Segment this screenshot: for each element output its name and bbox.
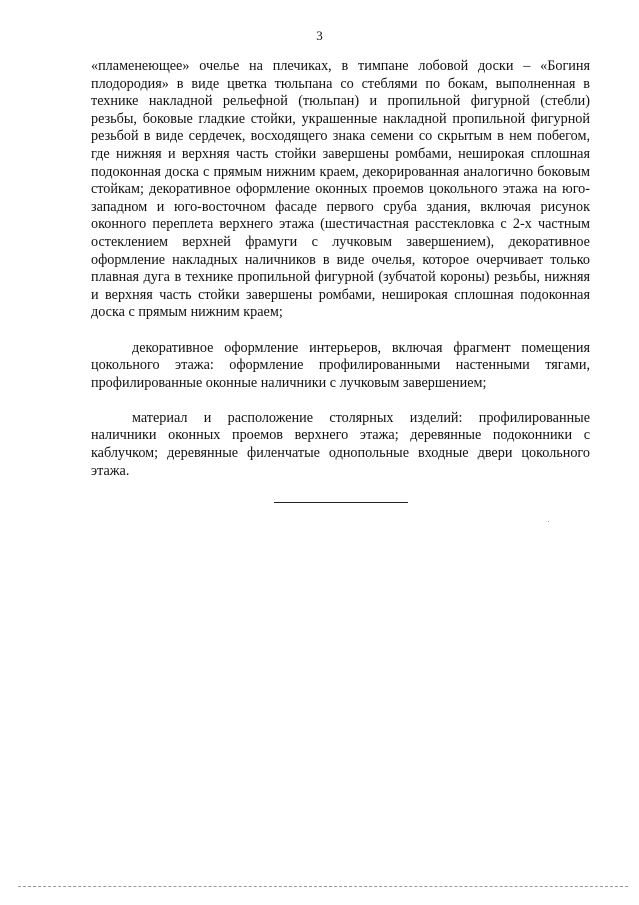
end-separator-line xyxy=(274,502,408,503)
page-number: 3 xyxy=(316,28,323,43)
paragraph-joinery-items: материал и расположение столярных изделий: профилированные наличники оконных проемов верхнего этажа; деревянные подоконники с каблучком; деревянные филенчатые однопольные входные двери цокольного этажа. xyxy=(91,409,590,479)
scan-speck xyxy=(548,521,549,522)
scan-bottom-line xyxy=(18,886,628,887)
paragraph-interior-decoration: декоративное оформление интерьеров, включая фрагмент помещения цокольного этажа: оформление профилированными настенными тягами, профилированные оконные наличники с лучковым завершением; xyxy=(91,339,590,391)
document-body xyxy=(91,58,590,480)
paragraph-facade-decoration: «пламенеющее» очелье на плечиках, в тимпане лобовой доски – «Богиня плодородия» в виде цветка тюльпана со стеблями по бокам, выполненная в технике накладной рельефной (тюльпан) и пропильной фигурной (стебли) резьбы, боковые гладкие стойки, украшенные накладной пропильной фигурной резьбой в виде сердечек, восходящего знака семени со скрытым в нем побегом, где нижняя и верхняя часть стойки завершены ромбами, неширокая сплошная подоконная доска с прямым нижним краем, декорированная аналогично боковым стойкам; декоративное оформление оконных проемов цокольного этажа на юго-западном и юго-восточном фасаде первого сруба здания, включая рисунок оконного переплета верхнего этажа (шестичастная расстекловка с 2-х частным остеклением верхней фрамуги с лучковым завершением), декоративное оформление накладных наличников в виде очелья, которое очерчивает только плавная дуга в технике пропильной фигурной (зубчатой короны) резьбы, нижняя и верхняя часть стойки завершены ромбами, неширокая сплошная подоконная доска с прямым нижним краем; xyxy=(91,58,590,321)
